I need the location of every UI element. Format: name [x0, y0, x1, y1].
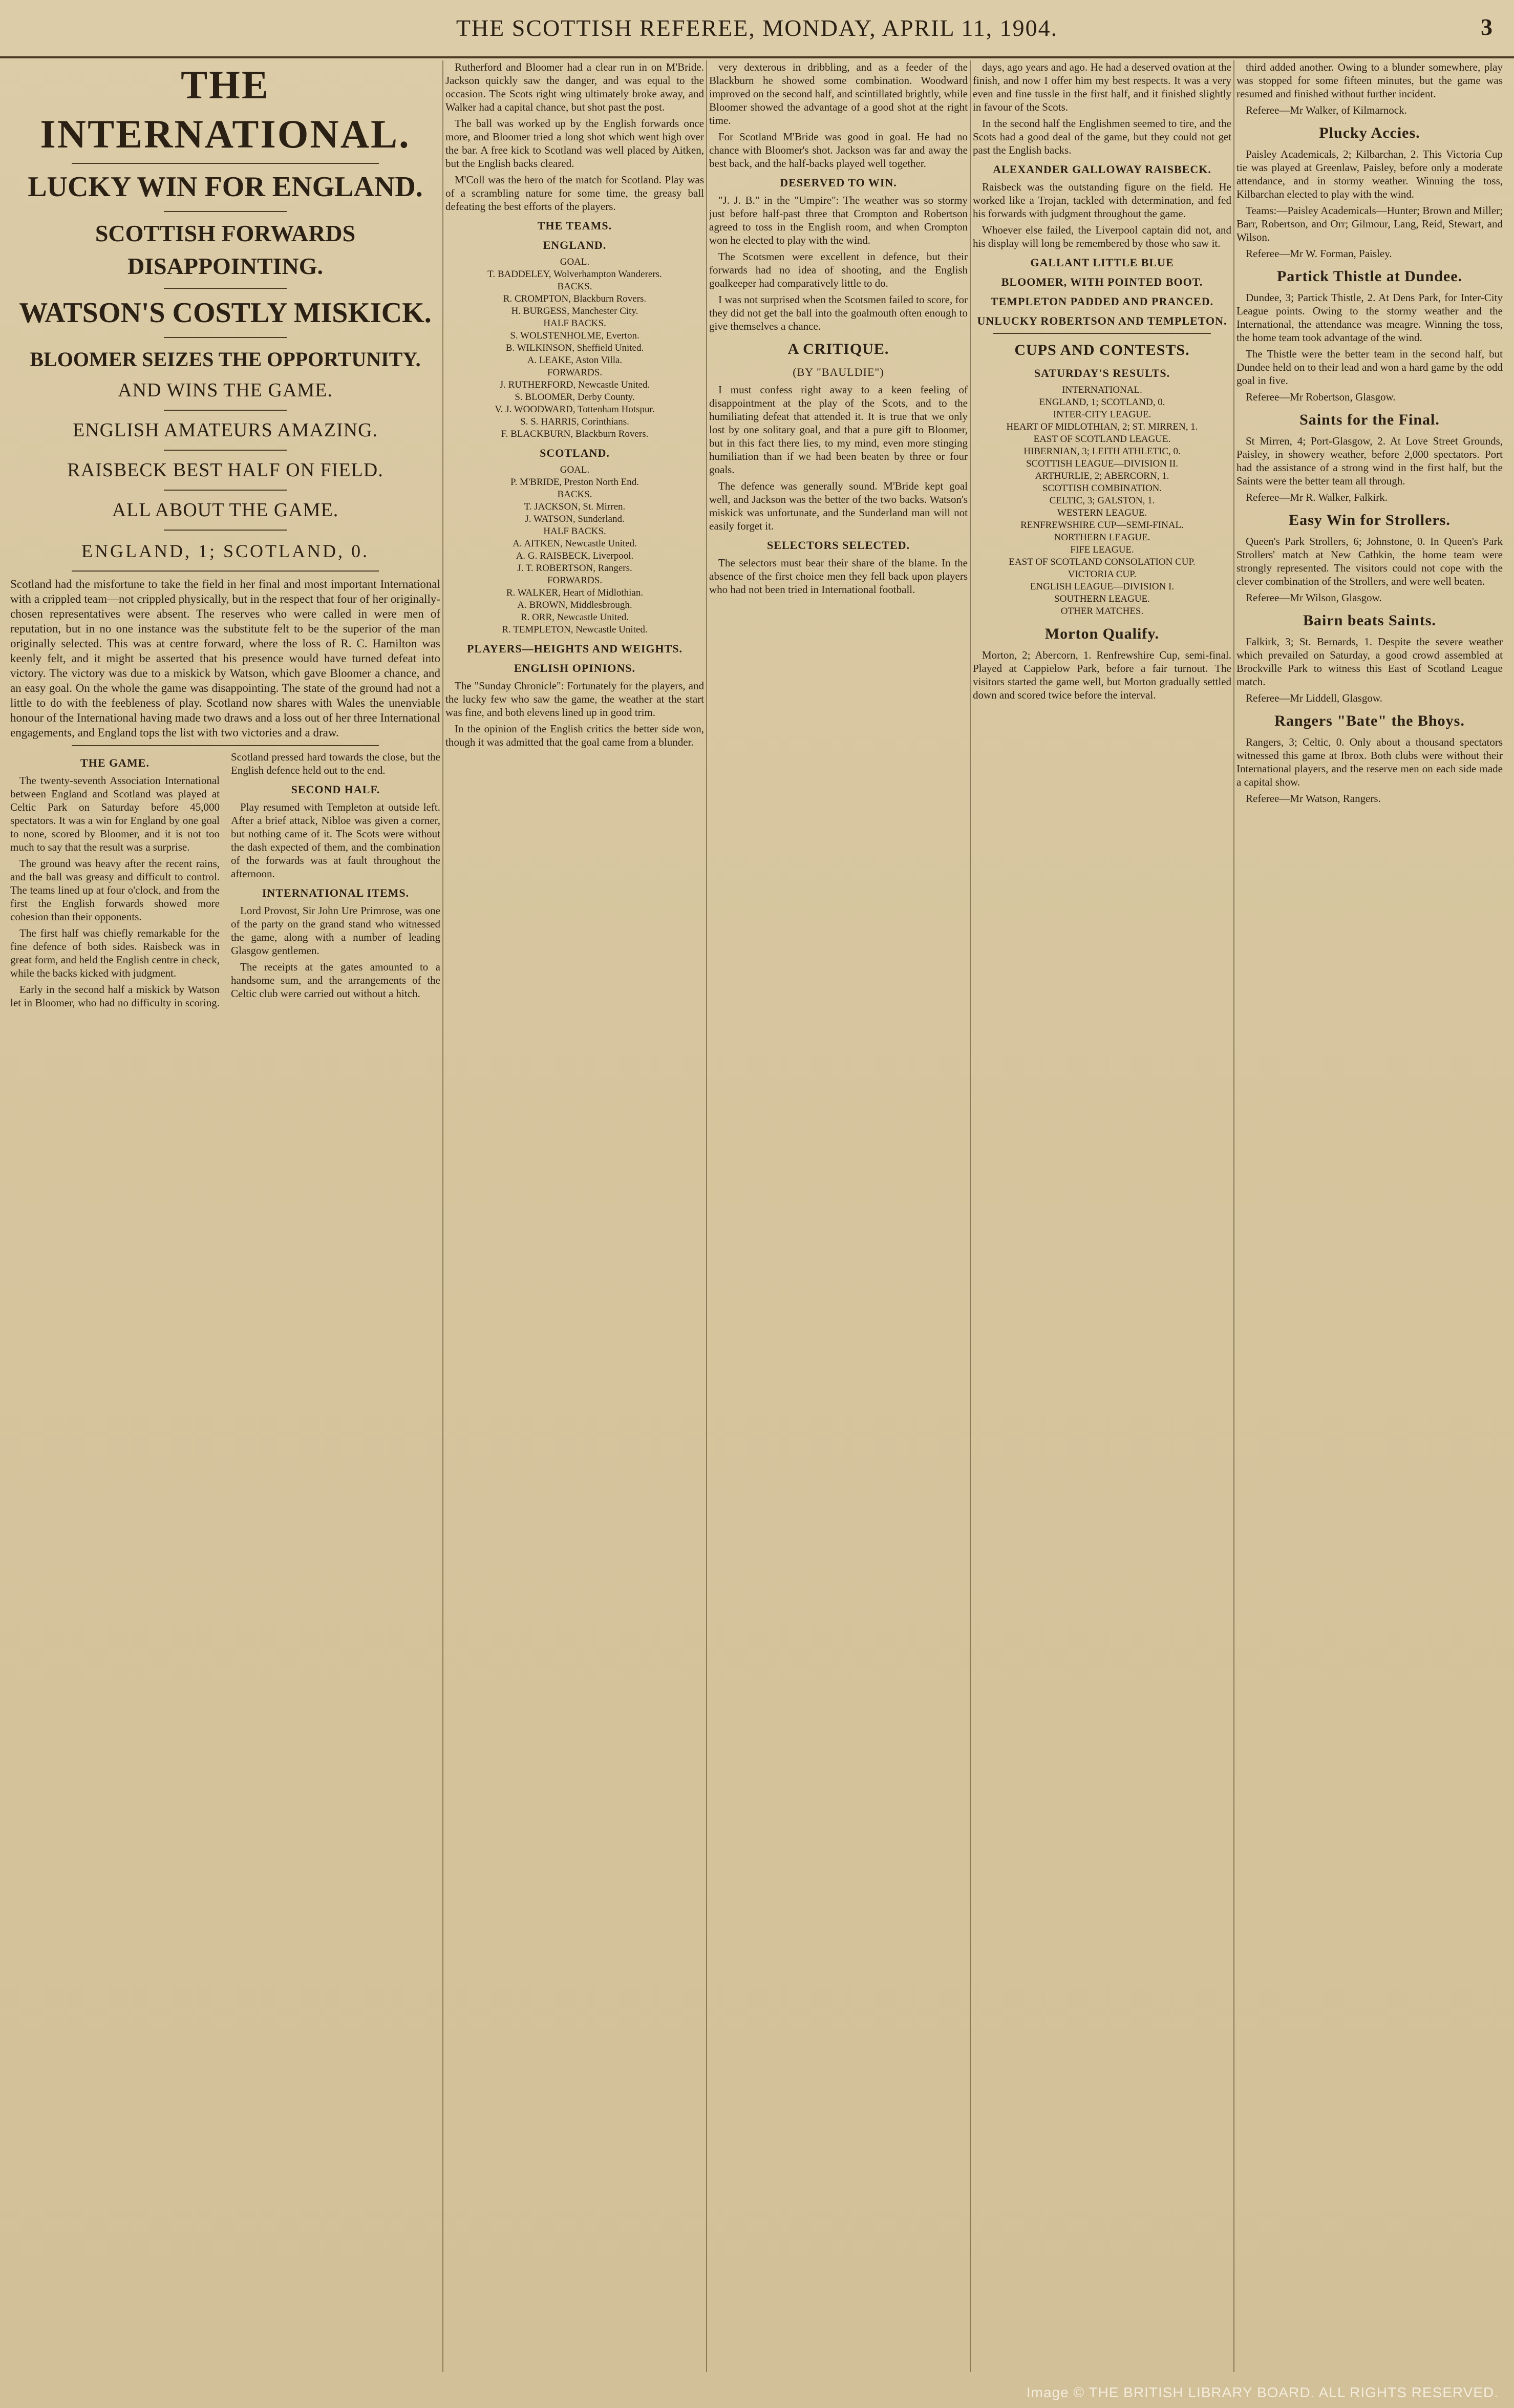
two-column-body — [10, 750, 440, 1009]
paragraph: St Mirren, 4; Port-Glasgow, 2. At Love Street Grounds, Paisley, in showery weather, before 2,000 spectators. Port had the assistance of a strong wind in the first half, but the Saints were the better team all through. — [1236, 435, 1503, 487]
paragraph: For Scotland M'Bride was good in goal. He had no chance with Bloomer's shot. Jackson was far and away the best back, and the half-backs played well together. — [709, 131, 968, 170]
column-results — [973, 60, 1231, 2372]
section-heading: GALLANT LITTLE BLUE — [1030, 256, 1174, 269]
list-item: T. BADDELEY, Wolverhampton Wanderers. — [487, 269, 662, 280]
paragraph: Play resumed with Templeton at outside left. After a brief attack, Nibloe was given a corner, but nothing came of it. The Scots were without the dash expected of them, and the combination of the forwards was at fault throughout the afternoon. — [231, 801, 440, 880]
section-heading: Rangers "Bate" the Bhoys. — [1274, 712, 1465, 729]
headline: AND WINS THE GAME. — [118, 379, 333, 401]
divider — [164, 530, 287, 531]
list-item: P. M'BRIDE, Preston North End. — [510, 477, 639, 488]
paragraph: Referee—Mr Watson, Rangers. — [1246, 792, 1381, 805]
list-item: GOAL. — [560, 257, 590, 267]
team-heading-england: ENGLAND. — [543, 239, 607, 251]
paragraph: Rutherford and Bloomer had a clear run in on M'Bride. Jackson quickly saw the danger, and was equal to the occasion. The Scots right wing ultimately broke away, and Walker had a capital chance, but shot past the post. — [445, 61, 704, 113]
paragraph: M'Coll was the hero of the match for Scotland. Play was of a scrambling nature for some time, the greasy ball defeating the best efforts of the players. — [445, 174, 704, 213]
list-item: H. BURGESS, Manchester City. — [511, 306, 638, 316]
list-item: J. WATSON, Sunderland. — [525, 514, 625, 524]
list-item: R. CROMPTON, Blackburn Rovers. — [503, 293, 647, 304]
list-item: ENGLAND, 1; SCOTLAND, 0. — [1039, 397, 1165, 408]
list-item: T. JACKSON, St. Mirren. — [524, 501, 626, 512]
list-item: SCOTTISH LEAGUE—DIVISION II. — [1026, 458, 1179, 469]
list-item: SCOTTISH COMBINATION. — [1042, 483, 1162, 494]
divider — [164, 337, 287, 338]
divider — [72, 745, 379, 746]
paragraph: very dexterous in dribbling, and as a feeder of the Blackburn he showed some combination. Woodward improved on the second half, and scintillated brightly, while Bloomer showed the advantage of a good shot at the right time. — [709, 61, 968, 126]
section-heading: Easy Win for Strollers. — [1289, 512, 1451, 529]
headline: RAISBECK BEST HALF ON FIELD. — [67, 459, 383, 481]
section-heading: ALEXANDER GALLOWAY RAISBECK. — [993, 163, 1211, 176]
divider — [72, 571, 379, 572]
section-heading: CUPS AND CONTESTS. — [1014, 342, 1190, 358]
paragraph: Dundee, 3; Partick Thistle, 2. At Dens Park, for Inter-City League points. Owing to the stormy weather and the International, the attendance was meagre. Winning the toss, the home team took advantage of the wind. — [1236, 291, 1503, 344]
list-item: OTHER MATCHES. — [1060, 606, 1144, 617]
column-teams — [445, 60, 704, 2372]
paragraph: days, ago years and ago. He had a deserved ovation at the finish, and now I offer him my best respects. It was a very even and fine tussle in the first half, and it finished slightly in favour of the Scots. — [973, 61, 1231, 113]
paragraph: The defence was generally sound. M'Bride kept goal well, and Jackson was the better of the two backs. Watson's miskick was unfortunate, and the Sunderland man will not easily forget it. — [709, 480, 968, 532]
section-heading: PLAYERS—HEIGHTS AND WEIGHTS. — [466, 642, 683, 655]
section-heading: THE GAME. — [80, 756, 150, 769]
paragraph: I was not surprised when the Scotsmen failed to score, for they did not get the ball into the goalmouth often enough to give themselves a chance. — [709, 293, 968, 332]
list-item: HALF BACKS. — [543, 318, 606, 329]
headline: BLOOMER SEIZES THE OPPORTUNITY. — [30, 348, 421, 371]
paragraph: Early in the second half a miskick by Watson let in Bloomer, who had no difficulty in scoring. Scotland pressed hard towards the close, but the English defence held out to the end. — [10, 751, 440, 1009]
list-item: S. BLOOMER, Derby County. — [515, 392, 635, 403]
paragraph: Teams:—Paisley Academicals—Hunter; Brown and Miller; Barr, Robertson, and Orr; Gilmour, Lang, Reid, Stewart, and Wilson. — [1236, 204, 1503, 243]
list-item: SOUTHERN LEAGUE. — [1054, 594, 1150, 604]
divider — [164, 490, 287, 491]
column-rule — [970, 60, 971, 2372]
paragraph: The ball was worked up by the English forwards once more, and Bloomer tried a long shot which went high over the bar. A free kick to Scotland was well placed by Aitken, but the English backs cleared. — [445, 117, 704, 170]
list-item: GOAL. — [560, 464, 590, 475]
headline: SCOTTISH FORWARDS DISAPPOINTING. — [95, 220, 356, 279]
paragraph: Referee—Mr Wilson, Glasgow. — [1246, 592, 1382, 604]
paragraph: The twenty-seventh Association International between England and Scotland was played at Celtic Park on Saturday before 45,000 spectators. It was a win for England by one goal to none, scored by Bloomer, and it is not too much to say that the result was a surprise. — [10, 774, 220, 853]
paragraph: Referee—Mr R. Walker, Falkirk. — [1246, 491, 1388, 503]
paragraph: Referee—Mr Robertson, Glasgow. — [1246, 391, 1396, 403]
england-lineup — [445, 256, 704, 440]
list-item: BACKS. — [557, 281, 592, 292]
team-heading-scotland: SCOTLAND. — [540, 447, 610, 459]
section-heading: SELECTORS SELECTED. — [766, 539, 910, 552]
list-item: A. BROWN, Middlesbrough. — [517, 600, 632, 610]
column-international — [10, 60, 440, 2372]
page-number: 3 — [1481, 14, 1494, 40]
list-item: S. WOLSTENHOLME, Everton. — [510, 330, 639, 341]
byline: (BY "BAULDIE") — [793, 366, 884, 378]
paragraph: In the opinion of the English critics the better side won, though it was admitted that the goal came from a blunder. — [445, 723, 704, 748]
list-item: A. G. RAISBECK, Liverpool. — [516, 551, 634, 561]
paragraph: Referee—Mr Walker, of Kilmarnock. — [1246, 104, 1407, 116]
section-heading: Plucky Accies. — [1319, 124, 1420, 141]
list-item: CELTIC, 3; GALSTON, 1. — [1049, 495, 1155, 506]
list-item: V. J. WOODWARD, Tottenham Hotspur. — [495, 404, 655, 415]
section-heading: BLOOMER, WITH POINTED BOOT. — [1001, 276, 1203, 288]
section-heading: SECOND HALF. — [291, 783, 380, 796]
paragraph: The selectors must bear their share of the blame. In the absence of the first choice men they fell back upon players who had not been tried in International football. — [709, 557, 968, 596]
paragraph: third added another. Owing to a blunder somewhere, play was stopped for some fifteen minutes, but the game was resumed and finished without further incident. — [1236, 61, 1503, 100]
paragraph: In the second half the Englishmen seemed to tire, and the Scots had a good deal of the game, but they could not get past the English backs. — [973, 117, 1231, 156]
paragraph: Queen's Park Strollers, 6; Johnstone, 0. In Queen's Park Strollers' match at New Cathkin, the home team were strongly represented. The visitors could not cope with the clever combination of the Strollers, and were well beaten. — [1236, 535, 1503, 587]
list-item: HIBERNIAN, 3; LEITH ATHLETIC, 0. — [1023, 446, 1181, 457]
paragraph: Raisbeck was the outstanding figure on the field. He worked like a Trojan, tackled with determination, and fed his forwards with judgment throughout the game. — [973, 181, 1231, 220]
divider — [164, 450, 287, 451]
list-item: RENFREWSHIRE CUP—SEMI-FINAL. — [1020, 520, 1184, 531]
list-item: FORWARDS. — [547, 575, 603, 586]
results-list — [973, 384, 1231, 618]
list-item: VICTORIA CUP. — [1068, 569, 1137, 580]
lead-paragraph: Scotland had the misfortune to take the field in her final and most important International with a crippled team—not crippled physically, but in the respect that four of her originally-chosen representatives were absent. The reserves who were called in were men of reputation, but in no one instance was the substitute felt to be the superior of the man originally selected. This was at centre forward, where the loss of R. C. Hamilton was keenly felt, and it might be asserted that his presence would have turned defeat into victory. The victory was due to a miskick by Watson, which gave Bloomer a chance, and an easy goal. On the whole the game was disappointing. The state of the ground had not a little to do with the feebleness of play. Scotland now shares with Wales the unenviable honour of the International having made two draws and a loss out of her three International engagements, and England tops the list with two victories and a draw. — [10, 578, 440, 739]
list-item: R. ORR, Newcastle United. — [520, 612, 629, 623]
section-heading: SATURDAY'S RESULTS. — [1034, 367, 1170, 379]
list-item: FIFE LEAGUE. — [1070, 544, 1134, 555]
section-heading: Partick Thistle at Dundee. — [1276, 268, 1463, 285]
scotland-lineup — [445, 464, 704, 636]
list-item: R. TEMPLETON, Newcastle United. — [502, 624, 648, 635]
list-item: B. WILKINSON, Sheffield United. — [505, 343, 644, 353]
divider — [993, 333, 1211, 334]
list-item: A. AITKEN, Newcastle United. — [513, 538, 637, 549]
paragraph: I must confess right away to a keen feeling of disappointment at the play of the Scots, and to the humiliating defeat that attended it. It is true that we only lost by one solitary goal, and that a pure gift to Bloomer, but in this fact there lies, to my mind, even more stinging humiliation than if we had been beaten by three or four goals. — [709, 384, 968, 476]
list-item: INTER-CITY LEAGUE. — [1053, 409, 1152, 420]
section-heading: UNLUCKY ROBERTSON AND TEMPLETON. — [977, 314, 1227, 327]
list-item: S. S. HARRIS, Corinthians. — [520, 416, 629, 427]
headline: ENGLISH AMATEURS AMAZING. — [72, 419, 378, 441]
masthead-title: THE SCOTTISH REFEREE, MONDAY, APRIL 11, 1904. — [456, 15, 1058, 41]
paragraph: The Scotsmen were excellent in defence, but their forwards had no idea of shooting, and the English goalkeeper had comparatively little to do. — [709, 250, 968, 289]
masthead — [0, 0, 1514, 58]
divider — [164, 288, 287, 289]
section-heading: ENGLISH OPINIONS. — [514, 662, 636, 674]
list-item: EAST OF SCOTLAND CONSOLATION CUP. — [1009, 557, 1196, 567]
paragraph: Falkirk, 3; St. Bernards, 1. Despite the severe weather which prevailed on Saturday, a good crowd assembled at Brockville Park to witness this East of Scotland League match. — [1236, 636, 1503, 688]
paragraph: Lord Provost, Sir John Ure Primrose, was one of the party on the grand stand who witnessed the game, along with a number of leading Glasgow gentlemen. — [231, 904, 440, 957]
paragraph: The Thistle were the better team in the second half, but Dundee held on to their lead and won a hard game by the odd goal in five. — [1236, 348, 1503, 387]
list-item: NORTHERN LEAGUE. — [1054, 532, 1150, 543]
paragraph: The "Sunday Chronicle": Fortunately for the players, and the lucky few who saw the game, the weather at the start was fine, and both elevens lined up in good trim. — [445, 680, 704, 719]
match-score: ENGLAND, 1; SCOTLAND, 0. — [81, 541, 369, 561]
divider — [164, 211, 287, 212]
list-item: R. WALKER, Heart of Midlothian. — [506, 587, 644, 598]
column-rule — [1233, 60, 1234, 2372]
list-item: F. BLACKBURN, Blackburn Rovers. — [501, 429, 649, 439]
paragraph: Referee—Mr W. Forman, Paisley. — [1246, 247, 1392, 260]
headline: LUCKY WIN FOR ENGLAND. — [28, 171, 423, 203]
divider — [72, 163, 379, 164]
list-item: FORWARDS. — [547, 367, 603, 378]
headline: ALL ABOUT THE GAME. — [112, 499, 339, 521]
divider — [164, 410, 287, 411]
copyright-credit: Image © THE BRITISH LIBRARY BOARD. ALL RIGHTS RESERVED. — [1026, 2384, 1499, 2400]
list-item: INTERNATIONAL. — [1062, 385, 1142, 395]
paragraph: "J. J. B." in the "Umpire": The weather was so stormy just before half-past three that Crompton and Robertson agreed to toss in the English room, and when Crompton won he elected to play with the wind. — [709, 194, 968, 246]
column-rule — [442, 60, 443, 2372]
list-item: EAST OF SCOTLAND LEAGUE. — [1033, 434, 1171, 445]
list-item: HEART OF MIDLOTHIAN, 2; ST. MIRREN, 1. — [1006, 421, 1198, 432]
column-critique — [709, 60, 968, 2372]
list-item: J. RUTHERFORD, Newcastle United. — [499, 379, 650, 390]
headline: WATSON'S COSTLY MISKICK. — [19, 297, 432, 329]
section-heading: TEMPLETON PADDED AND PRANCED. — [990, 295, 1214, 308]
column-rule — [706, 60, 707, 2372]
paragraph: The receipts at the gates amounted to a handsome sum, and the arrangements of the Celtic club were carried out without a hitch. — [231, 961, 440, 1000]
paragraph: The first half was chiefly remarkable for the fine defence of both sides. Raisbeck was in great form, and held the English centre in check, while the backs kicked with judgment. — [10, 927, 220, 979]
column-reports — [1236, 60, 1503, 2372]
paragraph: Paisley Academicals, 2; Kilbarchan, 2. This Victoria Cup tie was played at Greenlaw, Paisley, before only a moderate attendance, and in stormy weather. Winning the toss, Kilbarchan elected to play with the wind. — [1236, 148, 1503, 200]
paragraph: Rangers, 3; Celtic, 0. Only about a thousand spectators witnessed this game at Ibrox. Both clubs were without their International players, and the reserve men on each side made a capital show. — [1236, 736, 1503, 788]
section-heading: Morton Qualify. — [1044, 625, 1160, 642]
list-item: WESTERN LEAGUE. — [1057, 508, 1147, 518]
headline-main: THE INTERNATIONAL. — [40, 62, 411, 156]
list-item: HALF BACKS. — [543, 526, 606, 537]
paragraph: The ground was heavy after the recent rains, and the ball was greasy and difficult to control. The teams lined up at four o'clock, and from the first the English forwards showed more cohesion than their opponents. — [10, 857, 220, 923]
section-heading: Saints for the Final. — [1299, 411, 1440, 428]
section-heading: THE TEAMS. — [537, 219, 612, 232]
list-item: BACKS. — [557, 489, 592, 500]
paragraph: Whoever else failed, the Liverpool captain did not, and his display will long be remembered by those who saw it. — [973, 224, 1231, 249]
list-item: A. LEAKE, Aston Villa. — [527, 355, 623, 366]
list-item: ARTHURLIE, 2; ABERCORN, 1. — [1035, 471, 1169, 481]
list-item: J. T. ROBERTSON, Rangers. — [517, 563, 632, 574]
paragraph: Morton, 2; Abercorn, 1. Renfrewshire Cup, semi-final. Played at Cappielow Park, before a fair turnout. The visitors started the game well, but Morton gradually settled down and scored twice before the interval. — [973, 649, 1231, 701]
paragraph: Referee—Mr Liddell, Glasgow. — [1246, 692, 1382, 704]
section-heading: INTERNATIONAL ITEMS. — [262, 886, 410, 899]
section-heading: Bairn beats Saints. — [1303, 612, 1436, 629]
section-heading: A CRITIQUE. — [787, 341, 889, 357]
section-heading: DESERVED TO WIN. — [780, 176, 897, 189]
list-item: ENGLISH LEAGUE—DIVISION I. — [1030, 581, 1175, 592]
